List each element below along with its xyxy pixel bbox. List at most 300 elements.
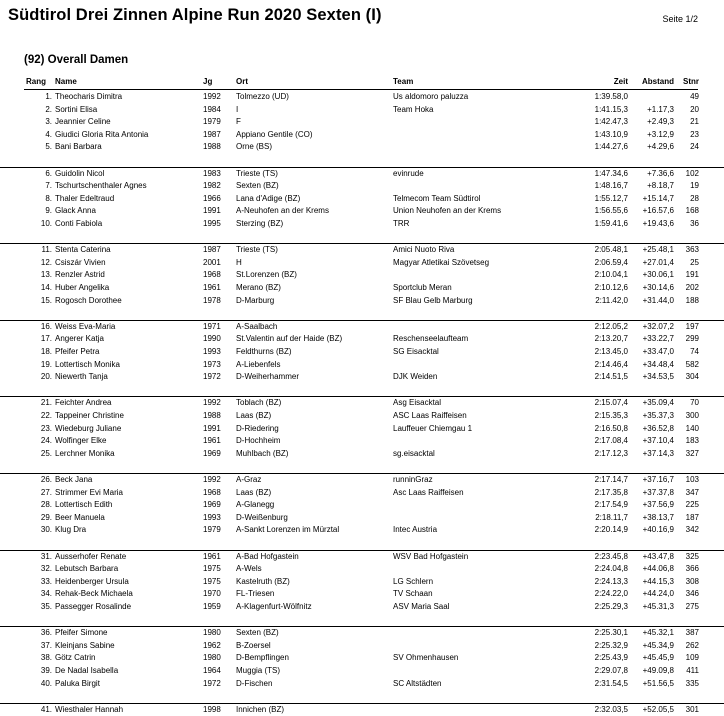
rank-cell: 34.	[40, 589, 52, 599]
abstand-cell: +34.48,4	[642, 359, 674, 369]
result-group	[0, 168, 724, 245]
rank-cell: 3.	[45, 117, 52, 127]
stnr-cell: 103	[685, 474, 699, 484]
team-cell: SF Blau Gelb Marburg	[393, 295, 473, 305]
jg-cell: 2001	[203, 257, 221, 267]
table-row	[0, 499, 724, 512]
ort-cell: Muggia (TS)	[236, 665, 281, 675]
name-cell: Jeannier Celine	[55, 117, 111, 127]
rank-cell: 38.	[40, 653, 52, 663]
ort-cell: Tolmezzo (UD)	[236, 92, 289, 101]
team-cell: evinrude	[393, 168, 424, 178]
name-cell: Thaler Edeltraud	[55, 193, 115, 203]
team-cell: SC Altstädten	[393, 678, 442, 688]
abstand-cell: +37.16,7	[642, 474, 674, 484]
ort-cell: Trieste (TS)	[236, 168, 278, 178]
jg-cell: 1975	[203, 564, 221, 574]
jg-cell: 1992	[203, 474, 221, 484]
stnr-cell: 19	[690, 181, 699, 191]
abstand-cell: +35.37,3	[642, 410, 674, 420]
jg-cell: 1980	[203, 653, 221, 663]
table-row	[0, 640, 724, 653]
abstand-cell: +33.22,7	[642, 334, 674, 344]
table-row	[0, 295, 724, 308]
name-cell: Götz Catrin	[55, 653, 96, 663]
name-cell: Ausserhofer Renate	[55, 551, 127, 561]
abstand-cell: +37.14,3	[642, 448, 674, 458]
table-row	[0, 627, 724, 640]
abstand-cell: +30.14,6	[642, 282, 674, 292]
zeit-cell: 2:32.03,5	[594, 704, 628, 714]
table-row	[0, 180, 724, 193]
rank-cell: 9.	[45, 206, 52, 216]
name-cell: Niewerth Tanja	[55, 372, 108, 382]
name-cell: Weiss Eva-Maria	[55, 321, 116, 331]
rank-cell: 39.	[40, 665, 52, 675]
team-cell: sg.eisacktal	[393, 448, 435, 458]
ort-cell: Trieste (TS)	[236, 245, 278, 255]
zeit-cell: 1:42.47,3	[594, 117, 628, 127]
zeit-cell: 1:44.27,6	[594, 142, 628, 152]
zeit-cell: 2:23.45,8	[594, 551, 628, 561]
jg-cell: 1992	[203, 398, 221, 408]
table-row	[0, 104, 724, 117]
rank-cell: 29.	[40, 512, 52, 522]
name-cell: Theocharis Dimitra	[55, 92, 123, 101]
team-cell: runninGraz	[393, 474, 433, 484]
ort-cell: Muhlbach (BZ)	[236, 448, 289, 458]
stnr-cell: 20	[690, 104, 699, 114]
abstand-cell: +49.09,8	[642, 665, 674, 675]
abstand-cell: +37.10,4	[642, 436, 674, 446]
result-group	[0, 321, 724, 398]
name-cell: Csiszár Vivien	[55, 257, 106, 267]
zeit-cell: 1:56.55,6	[594, 206, 628, 216]
ort-cell: A-Neuhofen an der Krems	[236, 206, 329, 216]
stnr-cell: 102	[685, 168, 699, 178]
rank-cell: 22.	[40, 410, 52, 420]
col-header-jg: Jg	[203, 77, 213, 86]
team-cell: TV Schaan	[393, 589, 433, 599]
stnr-cell: 308	[685, 576, 699, 586]
abstand-cell: +2.49,3	[647, 117, 674, 127]
zeit-cell: 1:41.15,3	[594, 104, 628, 114]
jg-cell: 1984	[203, 104, 221, 114]
name-cell: Lottertisch Monika	[55, 359, 120, 369]
zeit-cell: 2:18.11,7	[595, 512, 628, 522]
ort-cell: D-Bempflingen	[236, 653, 289, 663]
name-cell: Passegger Rosalinde	[55, 601, 132, 611]
team-cell: Team Hoka	[393, 104, 434, 114]
abstand-cell: +45.32,1	[642, 628, 674, 638]
zeit-cell: 2:13.45,0	[594, 346, 628, 356]
abstand-cell: +25.48,1	[642, 245, 674, 255]
table-row	[0, 588, 724, 601]
team-cell: Asc Laas Raiffeisen	[393, 487, 464, 497]
name-cell: Glack Anna	[55, 206, 96, 216]
jg-cell: 1978	[203, 295, 221, 305]
table-row	[0, 359, 724, 372]
ort-cell: St.Valentin auf der Haide (BZ)	[236, 334, 343, 344]
jg-cell: 1998	[203, 704, 221, 714]
stnr-cell: 21	[690, 117, 699, 127]
table-row	[0, 448, 724, 461]
zeit-cell: 2:17.08,4	[594, 436, 628, 446]
stnr-cell: 25	[690, 257, 699, 267]
rank-cell: 27.	[40, 487, 52, 497]
name-cell: Giudici Gloria Rita Antonia	[55, 129, 149, 139]
table-row	[0, 193, 724, 206]
rank-cell: 30.	[40, 525, 52, 535]
zeit-cell: 2:25.43,9	[594, 653, 628, 663]
abstand-cell: +37.37,8	[642, 487, 674, 497]
rank-cell: 10.	[40, 218, 52, 228]
abstand-cell: +45.34,9	[642, 640, 674, 650]
stnr-cell: 109	[685, 653, 699, 663]
ort-cell: A-Liebenfels	[236, 359, 281, 369]
rank-cell: 13.	[40, 270, 52, 280]
name-cell: Wiedeburg Juliane	[55, 423, 122, 433]
zeit-cell: 2:29.07,8	[594, 665, 628, 675]
zeit-cell: 2:14.46,4	[594, 359, 628, 369]
rank-cell: 41.	[40, 704, 52, 714]
name-cell: Lebutsch Barbara	[55, 564, 119, 574]
stnr-cell: 346	[685, 589, 699, 599]
abstand-cell: +45.45,9	[642, 653, 674, 663]
rank-cell: 31.	[40, 551, 52, 561]
table-row	[0, 269, 724, 282]
ort-cell: I	[236, 104, 239, 114]
rank-cell: 4.	[45, 129, 52, 139]
abstand-cell: +45.31,3	[642, 601, 674, 611]
jg-cell: 1969	[203, 500, 221, 510]
name-cell: Pfeifer Simone	[55, 628, 108, 638]
name-cell: Beer Manuela	[55, 512, 105, 522]
zeit-cell: 1:39.58,0	[594, 92, 628, 101]
rank-cell: 8.	[45, 193, 52, 203]
ort-cell: A-Klagenfurt-Wölfnitz	[236, 601, 312, 611]
jg-cell: 1972	[203, 372, 221, 382]
zeit-cell: 2:15.35,3	[594, 410, 628, 420]
jg-cell: 1995	[203, 218, 221, 228]
result-group	[0, 551, 724, 628]
zeit-cell: 2:12.05,2	[594, 321, 628, 331]
name-cell: Wolfinger Elke	[55, 436, 107, 446]
name-cell: Angerer Katja	[55, 334, 104, 344]
results-table	[0, 91, 724, 716]
col-header-zeit: Zeit	[613, 77, 628, 86]
jg-cell: 1971	[203, 321, 221, 331]
jg-cell: 1975	[203, 576, 221, 586]
team-cell: Amici Nuoto Riva	[393, 245, 455, 255]
ort-cell: St.Lorenzen (BZ)	[236, 270, 297, 280]
jg-cell: 1979	[203, 525, 221, 535]
jg-cell: 1964	[203, 665, 221, 675]
rank-cell: 25.	[40, 448, 52, 458]
result-group	[0, 91, 724, 168]
team-cell: Sportclub Meran	[393, 282, 452, 292]
stnr-cell: 363	[685, 245, 699, 255]
table-row	[0, 141, 724, 154]
name-cell: Rogosch Dorothee	[55, 295, 122, 305]
rank-cell: 1.	[45, 92, 52, 101]
header-rule	[24, 89, 698, 90]
team-cell: ASC Laas Raiffeisen	[393, 410, 467, 420]
ort-cell: A-Graz	[236, 474, 262, 484]
stnr-cell: 387	[685, 628, 699, 638]
table-row	[0, 474, 724, 487]
team-cell: Telmecom Team Südtirol	[393, 193, 481, 203]
stnr-cell: 347	[685, 487, 699, 497]
table-row	[0, 704, 724, 716]
rank-cell: 19.	[40, 359, 52, 369]
ort-cell: A-Saalbach	[236, 321, 278, 331]
zeit-cell: 2:31.54,5	[594, 678, 628, 688]
rank-cell: 20.	[40, 372, 52, 382]
table-row	[0, 410, 724, 423]
abstand-cell: +16.57,6	[642, 206, 674, 216]
section-title: (92) Overall Damen	[24, 54, 129, 66]
col-header-abstand: Abstand	[642, 77, 674, 86]
ort-cell: D-Riedering	[236, 423, 279, 433]
team-cell: Reschenseelaufteam	[393, 334, 469, 344]
name-cell: Heidenberger Ursula	[55, 576, 129, 586]
abstand-cell: +51.56,5	[642, 678, 674, 688]
table-row	[0, 435, 724, 448]
zeit-cell: 2:17.12,3	[594, 448, 628, 458]
name-cell: Renzler Astrid	[55, 270, 105, 280]
jg-cell: 1961	[203, 551, 221, 561]
page-title: Südtirol Drei Zinnen Alpine Run 2020 Sexten (I)	[8, 6, 382, 24]
zeit-cell: 2:17.54,9	[594, 500, 628, 510]
team-cell: WSV Bad Hofgastein	[393, 551, 469, 561]
team-cell: Magyar Atletikai Szövetseg	[393, 257, 490, 267]
ort-cell: Sexten (BZ)	[236, 181, 279, 191]
stnr-cell: 202	[685, 282, 699, 292]
jg-cell: 1961	[203, 282, 221, 292]
ort-cell: H	[236, 257, 242, 267]
zeit-cell: 2:13.20,7	[594, 334, 628, 344]
ort-cell: D-Weißenburg	[236, 512, 288, 522]
abstand-cell: +32.07,2	[642, 321, 674, 331]
zeit-cell: 2:25.32,9	[594, 640, 628, 650]
zeit-cell: 2:11.42,0	[595, 295, 628, 305]
jg-cell: 1979	[203, 117, 221, 127]
ort-cell: B-Zoersel	[236, 640, 271, 650]
table-row	[0, 116, 724, 129]
jg-cell: 1970	[203, 589, 221, 599]
zeit-cell: 2:14.51,5	[594, 372, 628, 382]
ort-cell: Laas (BZ)	[236, 410, 272, 420]
stnr-cell: 411	[686, 665, 699, 675]
rank-cell: 28.	[40, 500, 52, 510]
jg-cell: 1968	[203, 270, 221, 280]
jg-cell: 1961	[203, 436, 221, 446]
rank-cell: 15.	[40, 295, 52, 305]
zeit-cell: 2:25.30,1	[594, 628, 628, 638]
table-row	[0, 512, 724, 525]
zeit-cell: 1:47.34,6	[594, 168, 628, 178]
team-cell: ASV Maria Saal	[393, 601, 450, 611]
zeit-cell: 2:17.35,8	[594, 487, 628, 497]
jg-cell: 1972	[203, 678, 221, 688]
table-row	[0, 168, 724, 181]
abstand-cell: +52.05,5	[642, 704, 674, 714]
abstand-cell: +40.16,9	[642, 525, 674, 535]
name-cell: Wiesthaler Hannah	[55, 704, 124, 714]
name-cell: Sortini Elisa	[55, 104, 98, 114]
abstand-cell: +36.52,8	[642, 423, 674, 433]
stnr-cell: 187	[685, 512, 699, 522]
ort-cell: D-Hochheim	[236, 436, 281, 446]
zeit-cell: 2:20.14,9	[594, 525, 628, 535]
stnr-cell: 28	[690, 193, 699, 203]
table-row	[0, 282, 724, 295]
jg-cell: 1968	[203, 487, 221, 497]
team-cell: SG Eisacktal	[393, 346, 439, 356]
name-cell: Guidolin Nicol	[55, 168, 105, 178]
team-cell: Union Neuhofen an der Krems	[393, 206, 502, 216]
team-cell: SV Ohmenhausen	[393, 653, 459, 663]
ort-cell: Sexten (BZ)	[236, 628, 279, 638]
abstand-cell: +27.01,4	[642, 257, 674, 267]
stnr-cell: 36	[690, 218, 699, 228]
zeit-cell: 2:10.04,1	[594, 270, 628, 280]
stnr-cell: 183	[685, 436, 699, 446]
rank-cell: 36.	[40, 628, 52, 638]
jg-cell: 1959	[203, 601, 221, 611]
col-header-team: Team	[393, 77, 414, 86]
stnr-cell: 327	[685, 448, 699, 458]
jg-cell: 1993	[203, 346, 221, 356]
rank-cell: 23.	[40, 423, 52, 433]
name-cell: Conti Fabiola	[55, 218, 103, 228]
abstand-cell: +4.29,6	[647, 142, 674, 152]
zeit-cell: 2:06.59,4	[594, 257, 628, 267]
table-row	[0, 563, 724, 576]
abstand-cell: +38.13,7	[642, 512, 674, 522]
jg-cell: 1991	[203, 206, 221, 216]
name-cell: Huber Angelika	[55, 282, 110, 292]
team-cell: Asg Eisacktal	[393, 398, 442, 408]
table-row	[0, 551, 724, 564]
abstand-cell: +44.06,8	[642, 564, 674, 574]
abstand-cell: +7.36,6	[647, 168, 674, 178]
ort-cell: D-Marburg	[236, 295, 275, 305]
stnr-cell: 325	[685, 551, 699, 561]
jg-cell: 1980	[203, 628, 221, 638]
stnr-cell: 275	[685, 601, 699, 611]
result-group	[0, 474, 724, 551]
rank-cell: 6.	[45, 168, 52, 178]
result-group	[0, 397, 724, 474]
col-header-stnr: Stnr	[683, 77, 699, 86]
ort-cell: Innichen (BZ)	[236, 704, 285, 714]
ort-cell: Merano (BZ)	[236, 282, 281, 292]
zeit-cell: 1:43.10,9	[594, 129, 628, 139]
rank-cell: 18.	[40, 346, 52, 356]
rank-cell: 37.	[40, 640, 52, 650]
abstand-cell: +31.44,0	[642, 295, 674, 305]
abstand-cell: +37.56,9	[642, 500, 674, 510]
stnr-cell: 304	[685, 372, 699, 382]
name-cell: Rehak-Beck Michaela	[55, 589, 133, 599]
zeit-cell: 2:24.22,0	[594, 589, 628, 599]
jg-cell: 1983	[203, 168, 221, 178]
ort-cell: Sterzing (BZ)	[236, 218, 284, 228]
name-cell: Beck Jana	[55, 474, 93, 484]
ort-cell: A-Sankt Lorenzen im Mürztal	[236, 525, 340, 535]
stnr-cell: 300	[685, 410, 699, 420]
table-row	[0, 333, 724, 346]
abstand-cell: +15.14,7	[642, 193, 674, 203]
stnr-cell: 49	[690, 92, 699, 101]
table-row	[0, 487, 724, 500]
team-cell: LG Schlern	[393, 576, 434, 586]
name-cell: Tappeiner Christine	[55, 410, 124, 420]
stnr-cell: 335	[685, 678, 699, 688]
table-row	[0, 218, 724, 231]
table-row	[0, 91, 724, 104]
ort-cell: FL-Triesen	[236, 589, 275, 599]
stnr-cell: 197	[685, 321, 699, 331]
rank-cell: 32.	[40, 564, 52, 574]
jg-cell: 1993	[203, 512, 221, 522]
zeit-cell: 2:10.12,6	[594, 282, 628, 292]
jg-cell: 1982	[203, 181, 221, 191]
jg-cell: 1962	[203, 640, 221, 650]
table-row	[0, 678, 724, 691]
abstand-cell: +30.06,1	[642, 270, 674, 280]
ort-cell: A-Glanegg	[236, 500, 275, 510]
rank-cell: 11.	[41, 245, 52, 255]
ort-cell: Lana d'Adige (BZ)	[236, 193, 301, 203]
stnr-cell: 24	[690, 142, 699, 152]
stnr-cell: 168	[685, 206, 699, 216]
jg-cell: 1987	[203, 129, 221, 139]
abstand-cell: +8.18,7	[647, 181, 674, 191]
table-row	[0, 601, 724, 614]
stnr-cell: 191	[685, 270, 699, 280]
table-row	[0, 129, 724, 142]
abstand-cell: +44.15,3	[642, 576, 674, 586]
zeit-cell: 2:16.50,8	[594, 423, 628, 433]
jg-cell: 1966	[203, 193, 221, 203]
rank-cell: 16.	[40, 321, 52, 331]
zeit-cell: 1:55.12,7	[594, 193, 628, 203]
team-cell: Us aldomoro paluzza	[393, 92, 469, 101]
table-row	[0, 423, 724, 436]
rank-cell: 40.	[40, 678, 52, 688]
abstand-cell: +34.53,5	[642, 372, 674, 382]
stnr-cell: 301	[685, 704, 699, 714]
stnr-cell: 70	[690, 398, 699, 408]
name-cell: Tschurtschenthaler Agnes	[55, 181, 147, 191]
col-header-rank: Rang	[26, 77, 46, 86]
rank-cell: 12.	[40, 257, 52, 267]
stnr-cell: 366	[685, 564, 699, 574]
table-row	[0, 205, 724, 218]
stnr-cell: 140	[685, 423, 699, 433]
stnr-cell: 299	[685, 334, 699, 344]
table-row	[0, 524, 724, 537]
col-header-ort: Ort	[236, 77, 248, 86]
zeit-cell: 2:15.07,4	[594, 398, 628, 408]
zeit-cell: 1:59.41,6	[594, 218, 628, 228]
table-row	[0, 397, 724, 410]
stnr-cell: 74	[690, 346, 699, 356]
rank-cell: 7.	[45, 181, 52, 191]
